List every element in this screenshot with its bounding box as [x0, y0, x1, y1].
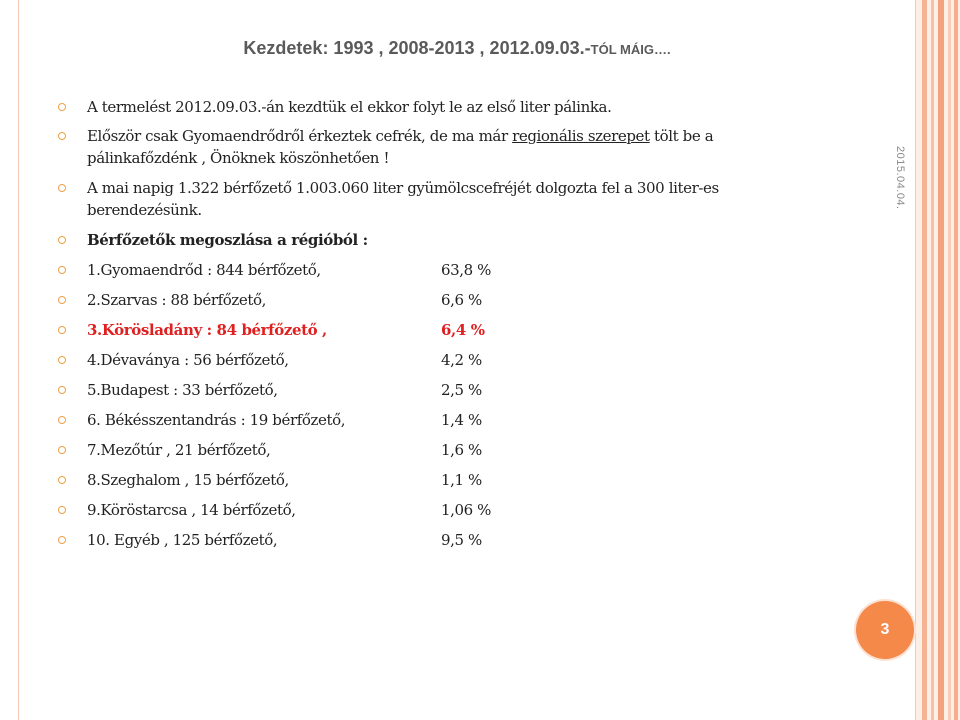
distribution-pct: 2,5 %: [441, 381, 482, 399]
distribution-pct: 1,4 %: [441, 411, 482, 429]
bullet-icon: [58, 446, 66, 454]
bullet-item: [57, 96, 827, 118]
distribution-row: [57, 379, 827, 401]
distribution-row: [57, 409, 827, 431]
distribution-name: 8.Szeghalom , 15 bérfőzető,: [87, 471, 289, 489]
bullet-text: Bérfőzetők megoszlása a régióból :: [87, 231, 368, 249]
bullet-text: A mai napig 1.322 bérfőzető 1.003.060 liter gyümölcscefréjét dolgozta fel a 300 liter-es berendezésünk.: [87, 179, 719, 219]
bullet-icon: [58, 296, 66, 304]
distribution-name: 10. Egyéb , 125 bérfőzető,: [87, 531, 278, 549]
distribution-pct: 1,1 %: [441, 471, 482, 489]
distribution-pct: 1,06 %: [441, 501, 492, 519]
bullet-icon: [58, 356, 66, 364]
bullet-text-after: tölt be a pálinkafőzdénk , Önöknek köszönhetően !: [87, 127, 714, 167]
bullet-icon: [58, 416, 66, 424]
decorative-stripes: [916, 0, 960, 720]
distribution-name: 4.Dévaványa : 56 bérfőzető,: [87, 351, 289, 369]
distribution-pct: 6,6 %: [441, 291, 482, 309]
bullet-text-before: Először csak Gyomaendrődről érkeztek cefrék, de ma már: [87, 127, 513, 145]
page-number-badge: 3: [856, 601, 914, 659]
bullet-icon: [58, 386, 66, 394]
slide-title-main: Kezdetek: 1993 , 2008-2013 , 2012.09.03.-: [243, 38, 591, 58]
distribution-pct: 63,8 %: [441, 261, 492, 279]
bullet-icon: [58, 506, 66, 514]
bullet-text-underlined: regionális szerepet: [512, 127, 650, 145]
bullet-text: A termelést 2012.09.03.-án kezdtük el ekkor folyt le az első liter pálinka.: [87, 98, 612, 116]
bullet-item: [57, 177, 827, 221]
distribution-name: 1.Gyomaendrőd : 844 bérfőzető,: [87, 261, 321, 279]
slide-title: [18, 38, 896, 59]
date-vertical: 2015.04.04.: [894, 146, 906, 210]
bullet-icon: [58, 132, 66, 140]
distribution-row: [57, 469, 827, 491]
bullet-item-heading: [57, 229, 827, 251]
distribution-row: [57, 289, 827, 311]
distribution-pct: 9,5 %: [441, 531, 482, 549]
distribution-name: 7.Mezőtúr , 21 bérfőzető,: [87, 441, 271, 459]
bullet-item: [57, 125, 827, 169]
distribution-pct: 6,4 %: [441, 321, 485, 339]
distribution-row: [57, 349, 827, 371]
distribution-name: 9.Köröstarcsa , 14 bérfőzető,: [87, 501, 296, 519]
distribution-name: 6. Békésszentandrás : 19 bérfőzető,: [87, 411, 346, 429]
bullet-icon: [58, 476, 66, 484]
slide-title-suffix: TÓL MÁIG….: [590, 42, 671, 57]
distribution-pct: 1,6 %: [441, 441, 482, 459]
bullet-icon: [58, 184, 66, 192]
bullet-icon: [58, 236, 66, 244]
distribution-row: [57, 499, 827, 521]
distribution-pct: 4,2 %: [441, 351, 482, 369]
distribution-row: [57, 439, 827, 461]
distribution-row: [57, 259, 827, 281]
distribution-row-highlighted: [57, 319, 827, 341]
distribution-name: 5.Budapest : 33 bérfőzető,: [87, 381, 278, 399]
bullet-list: [57, 96, 827, 559]
distribution-name: 3.Körösladány : 84 bérfőzető ,: [87, 321, 327, 339]
bullet-icon: [58, 536, 66, 544]
distribution-row: [57, 529, 827, 551]
bullet-icon: [58, 326, 66, 334]
bullet-icon: [58, 103, 66, 111]
distribution-name: 2.Szarvas : 88 bérfőzető,: [87, 291, 267, 309]
bullet-icon: [58, 266, 66, 274]
